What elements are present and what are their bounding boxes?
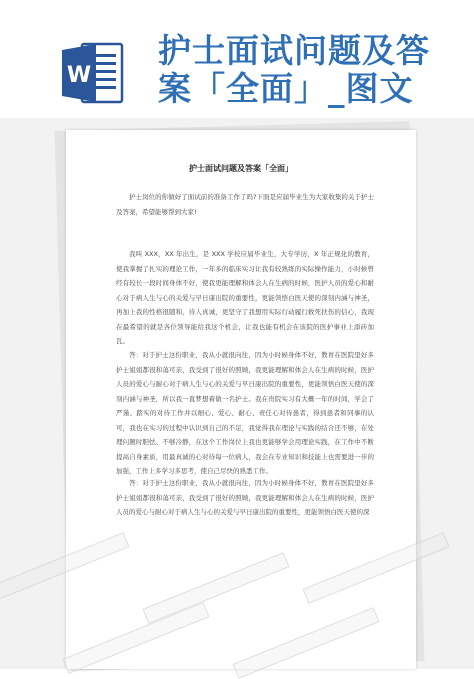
page-title-line-1: 护士面试问题及答 bbox=[158, 31, 430, 70]
page-title bbox=[158, 32, 468, 108]
word-document-icon bbox=[62, 40, 124, 106]
document-preview-area bbox=[0, 118, 474, 669]
document-title: 护士面试问题及答案「全面」 bbox=[189, 164, 293, 173]
paragraph-intro: 护士岗位的你做好了面试前的准备工作了吗?下面是应届毕业生为大家收集的关于护士及答案，希望能够帮到大家! bbox=[116, 193, 374, 216]
document-page bbox=[66, 130, 416, 669]
page-title-line-2: 案「全面」_图文 bbox=[158, 69, 414, 108]
paragraph-answer-1: 答：对于护士这份职业，我从小就很向往，因为小时候身体不好，教育在医院里好多护士姐姐都很和蔼可亲，我受到了很好的照顾，我更能理解和体会人在生病的时候，医护人员的爱心与耐心对于病人生与心的关爱与早日康出院的重要性，更能领悟白医天使的深刻内涵与神圣，所以我一直梦想着做一名护士。我在贵院实习有大概一年的时间，学会了严谨、踏实的对待工作并以细心、爱心、耐心、责任心对待患者，得到患者和同事的认可，我也在实习的过程中认识到自己的不足，我觉得我在理论与实践的结合还不够，在处理问题时胆怯、不够冷静，在这个工作岗位上我也更能够学会用理论实践，在工作中不断提高自身素质，用最真诚的心对待每一位病人，我会在专业知识和技能上也需要进一步的加强，工作上多学习多思考，使自己尽快的熟悉工作。 bbox=[116, 351, 374, 475]
paragraph-answer-2: 答：对于护士这份职业，我从小就很向往，因为小时候身体不好，教育在医院里好多护士姐姐都很和蔼可亲，我受到了很好的照顾，我更能理解和体会人在生病的时候，医护人员的爱心与耐心对于病人生与心的关爱与早日康出院的重要性，更能领悟白医天使的深 bbox=[116, 479, 374, 516]
header bbox=[0, 0, 474, 118]
svg-text:W: W bbox=[66, 63, 92, 88]
paragraph-self-intro: 我叫 XXX，XX 年出生，是 XXX 学校应届毕业生，大专学历，X 年正规化的教育，使我掌握了扎实的理论工作，一年多的临床实习让我有较熟练的实际操作能力，小时候曾经有较长一段时间身体不好，使我更能理解和体会人在生病的时候，医护人员的爱心和耐心对于病人生与心的关爱与早日康出院的重要性，更能领悟白医天使的深刻内涵与神圣，再加上我的性格很随和，待人真诚，更坚守了我想用实际行动履行救死扶伤的信心，我现在最希望的就是各位领导能给我这个机会，让我也能有机会在该院的医护事业上添砖加瓦。 bbox=[116, 250, 374, 345]
